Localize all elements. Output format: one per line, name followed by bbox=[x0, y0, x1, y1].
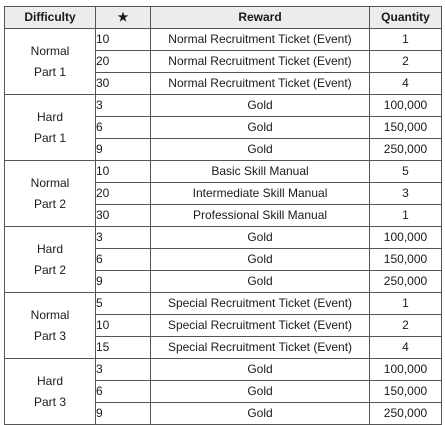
star-cell: 15 bbox=[96, 337, 151, 359]
star-cell: 6 bbox=[96, 381, 151, 403]
quantity-cell: 250,000 bbox=[370, 139, 442, 161]
star-cell: 5 bbox=[96, 293, 151, 315]
star-cell: 9 bbox=[96, 139, 151, 161]
difficulty-part: Part 3 bbox=[33, 328, 66, 343]
quantity-cell: 150,000 bbox=[370, 117, 442, 139]
header-row bbox=[5, 7, 442, 29]
quantity-cell: 100,000 bbox=[370, 95, 442, 117]
star-cell: 6 bbox=[96, 249, 151, 271]
star-cell: 10 bbox=[96, 161, 151, 183]
reward-cell: Gold bbox=[151, 381, 370, 403]
quantity-cell: 250,000 bbox=[370, 403, 442, 425]
difficulty-part: Part 1 bbox=[33, 64, 66, 79]
difficulty-mode: Normal bbox=[30, 307, 70, 322]
difficulty-mode: Normal bbox=[30, 175, 70, 190]
difficulty-part: Part 2 bbox=[33, 262, 66, 277]
difficulty-mode: Hard bbox=[36, 241, 63, 256]
difficulty-cell bbox=[5, 293, 96, 359]
star-cell: 20 bbox=[96, 183, 151, 205]
quantity-cell: 1 bbox=[370, 205, 442, 227]
star-cell: 6 bbox=[96, 117, 151, 139]
table-row bbox=[5, 227, 442, 249]
star-cell: 9 bbox=[96, 403, 151, 425]
star-cell: 30 bbox=[96, 73, 151, 95]
difficulty-cell bbox=[5, 359, 96, 425]
star-header-icon: ★ bbox=[96, 7, 151, 29]
quantity-cell: 5 bbox=[370, 161, 442, 183]
star-cell: 10 bbox=[96, 315, 151, 337]
quantity-cell: 2 bbox=[370, 315, 442, 337]
difficulty-mode: Normal bbox=[30, 43, 70, 58]
difficulty-part: Part 2 bbox=[33, 196, 66, 211]
star-cell: 9 bbox=[96, 271, 151, 293]
reward-cell: Gold bbox=[151, 227, 370, 249]
star-cell: 20 bbox=[96, 51, 151, 73]
difficulty-part: Part 3 bbox=[33, 394, 66, 409]
star-cell: 3 bbox=[96, 359, 151, 381]
reward-cell: Gold bbox=[151, 117, 370, 139]
quantity-cell: 1 bbox=[370, 29, 442, 51]
reward-cell: Gold bbox=[151, 139, 370, 161]
table-row bbox=[5, 359, 442, 381]
quantity-cell: 4 bbox=[370, 73, 442, 95]
difficulty-cell bbox=[5, 95, 96, 161]
quantity-cell: 4 bbox=[370, 337, 442, 359]
reward-cell: Gold bbox=[151, 249, 370, 271]
difficulty-mode: Hard bbox=[36, 373, 63, 388]
difficulty-cell bbox=[5, 161, 96, 227]
quantity-cell: 1 bbox=[370, 293, 442, 315]
reward-cell: Gold bbox=[151, 271, 370, 293]
reward-cell: Professional Skill Manual bbox=[151, 205, 370, 227]
difficulty-cell bbox=[5, 29, 96, 95]
star-cell: 10 bbox=[96, 29, 151, 51]
quantity-header: Quantity bbox=[370, 7, 442, 29]
reward-cell: Gold bbox=[151, 403, 370, 425]
star-cell: 3 bbox=[96, 95, 151, 117]
difficulty-cell bbox=[5, 227, 96, 293]
star-cell: 3 bbox=[96, 227, 151, 249]
quantity-cell: 100,000 bbox=[370, 227, 442, 249]
difficulty-header: Difficulty bbox=[5, 7, 96, 29]
quantity-cell: 250,000 bbox=[370, 271, 442, 293]
reward-cell: Special Recruitment Ticket (Event) bbox=[151, 315, 370, 337]
reward-cell: Special Recruitment Ticket (Event) bbox=[151, 337, 370, 359]
reward-cell: Special Recruitment Ticket (Event) bbox=[151, 293, 370, 315]
table-row bbox=[5, 29, 442, 51]
reward-cell: Intermediate Skill Manual bbox=[151, 183, 370, 205]
table-body bbox=[5, 29, 442, 425]
reward-cell: Normal Recruitment Ticket (Event) bbox=[151, 73, 370, 95]
reward-cell: Normal Recruitment Ticket (Event) bbox=[151, 29, 370, 51]
quantity-cell: 2 bbox=[370, 51, 442, 73]
quantity-cell: 3 bbox=[370, 183, 442, 205]
reward-header: Reward bbox=[151, 7, 370, 29]
quantity-cell: 150,000 bbox=[370, 249, 442, 271]
reward-cell: Normal Recruitment Ticket (Event) bbox=[151, 51, 370, 73]
reward-cell: Gold bbox=[151, 359, 370, 381]
star-cell: 30 bbox=[96, 205, 151, 227]
reward-cell: Basic Skill Manual bbox=[151, 161, 370, 183]
difficulty-part: Part 1 bbox=[33, 130, 66, 145]
reward-cell: Gold bbox=[151, 95, 370, 117]
reward-table bbox=[4, 6, 442, 425]
table-row bbox=[5, 293, 442, 315]
quantity-cell: 100,000 bbox=[370, 359, 442, 381]
difficulty-mode: Hard bbox=[36, 109, 63, 124]
quantity-cell: 150,000 bbox=[370, 381, 442, 403]
table-row bbox=[5, 95, 442, 117]
table-row bbox=[5, 161, 442, 183]
